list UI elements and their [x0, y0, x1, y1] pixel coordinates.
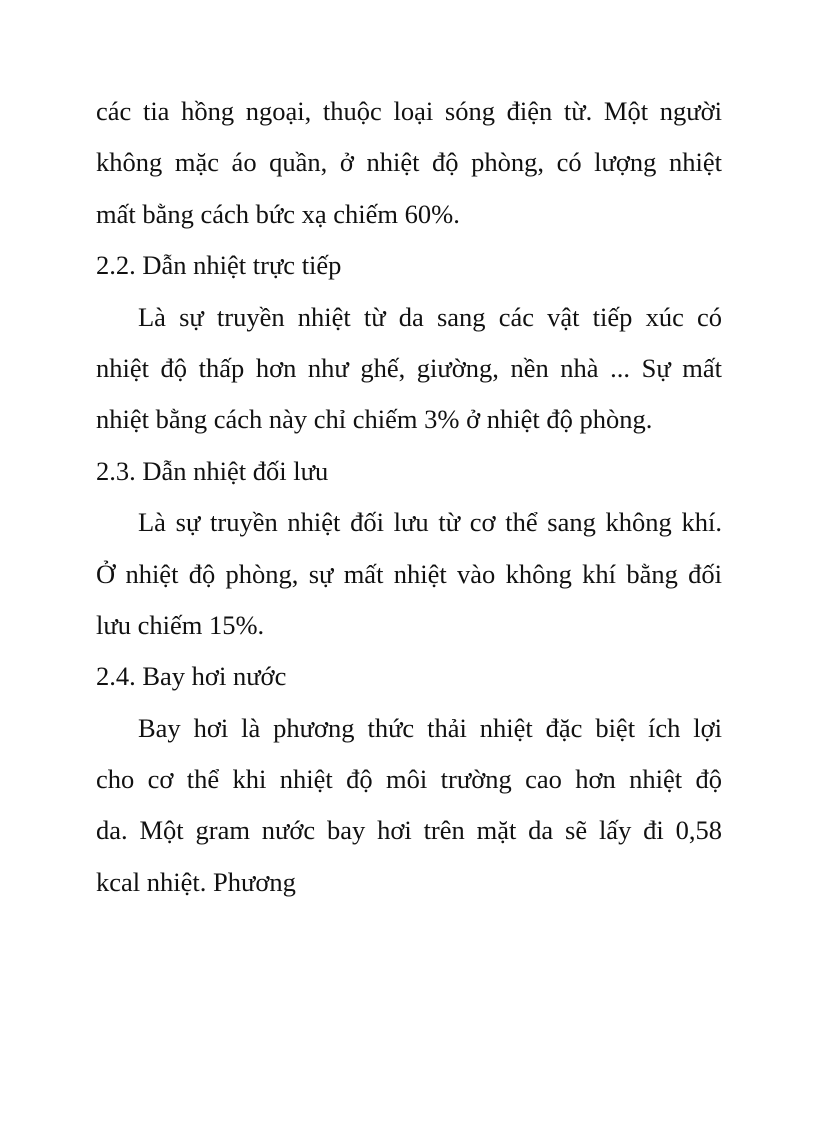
text-line: Là sự truyền nhiệt đối lưu từ cơ thể sang không khí. — [138, 507, 722, 538]
document-page — [96, 86, 722, 908]
section-heading-2-2: 2.2. Dẫn nhiệt trực tiếp — [96, 250, 342, 281]
text-line: cho cơ thể khi nhiệt độ môi trường cao hơn nhiệt độ — [96, 764, 722, 795]
text-line: Là sự truyền nhiệt từ da sang các vật tiếp xúc có — [138, 301, 722, 332]
section-heading-2-3: 2.3. Dẫn nhiệt đối lưu — [96, 455, 329, 486]
paragraph-radiation — [96, 86, 722, 240]
text-line: không mặc áo quần, ở nhiệt độ phòng, có lượng nhiệt — [96, 147, 722, 178]
text-line: Bay hơi là phương thức thải nhiệt đặc biệt ích lợi — [138, 712, 722, 743]
text-line: các tia hồng ngoại, thuộc loại sóng điện từ. Một người — [96, 96, 722, 126]
paragraph-convection — [96, 497, 722, 651]
text-line: Ở nhiệt độ phòng, sự mất nhiệt vào không khí bằng đối — [96, 558, 722, 589]
text-line: kcal nhiệt. Phương — [96, 866, 296, 897]
section-heading-2-4: 2.4. Bay hơi nước — [96, 661, 287, 692]
paragraph-evaporation — [96, 703, 722, 909]
text-line: da. Một gram nước bay hơi trên mặt da sẽ lấy đi 0,58 — [96, 815, 722, 846]
text-line: nhiệt độ thấp hơn như ghế, giường, nền nhà ... Sự mất — [96, 352, 722, 383]
paragraph-conduction — [96, 292, 722, 446]
text-line: lưu chiếm 15%. — [96, 609, 265, 640]
text-line: mất bằng cách bức xạ chiếm 60%. — [96, 198, 460, 229]
text-line: nhiệt bằng cách này chỉ chiếm 3% ở nhiệt độ phòng. — [96, 404, 653, 435]
